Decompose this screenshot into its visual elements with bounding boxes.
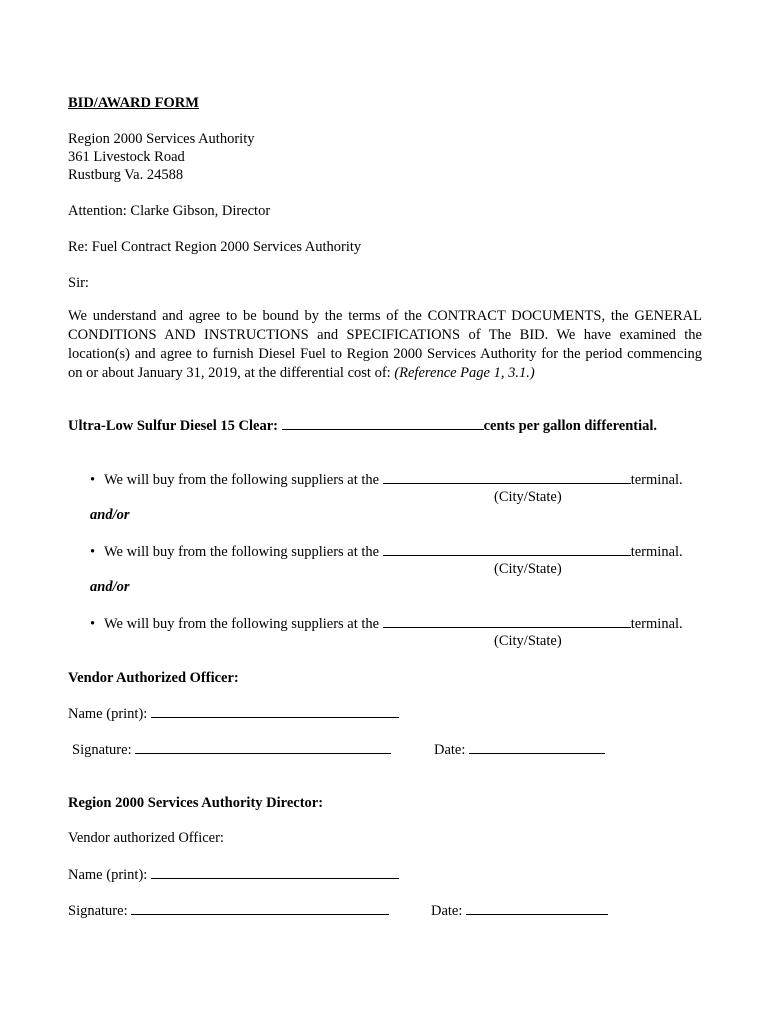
and-or-2: and/or — [90, 579, 130, 595]
bullet-text: We will buy from the following suppliers at the — [104, 616, 383, 632]
bullet-text: We will buy from the following suppliers at the — [104, 544, 383, 560]
city-state-label-3: (City/State) — [494, 633, 562, 649]
director-name-field[interactable] — [151, 865, 399, 879]
attention-line: Attention: Clarke Gibson, Director — [68, 203, 271, 219]
vendor-heading: Vendor Authorized Officer: — [68, 670, 239, 686]
fuel-differential-field[interactable] — [282, 416, 484, 430]
city-state-label-1: (City/State) — [494, 489, 562, 505]
vendor-signature-label: Signature: — [72, 742, 136, 758]
bullet-dot: • — [90, 616, 96, 632]
bullet-dot: • — [90, 544, 96, 560]
bullet-item-1 — [90, 470, 683, 489]
bullet-text: We will buy from the following suppliers at the — [104, 472, 383, 488]
director-name-row — [68, 865, 399, 884]
director-signature-field[interactable] — [131, 901, 389, 915]
director-subheading: Vendor authorized Officer: — [68, 830, 224, 846]
director-date-field[interactable] — [466, 901, 608, 915]
terminal-field-3[interactable] — [383, 614, 631, 628]
and-or-1: and/or — [90, 507, 130, 523]
director-date-label: Date: — [431, 903, 467, 919]
vendor-date-label: Date: — [434, 742, 470, 758]
page-title: BID/AWARD FORM — [68, 95, 199, 111]
terminal-field-1[interactable] — [383, 470, 631, 484]
vendor-name-label: Name (print): — [68, 706, 151, 722]
fuel-label: Ultra-Low Sulfur Diesel 15 Clear: — [68, 418, 282, 434]
director-heading: Region 2000 Services Authority Director: — [68, 795, 324, 811]
re-line: Re: Fuel Contract Region 2000 Services Authority — [68, 239, 362, 255]
body-text: We understand and agree to be bound by the terms of the CONTRACT DOCUMENTS, the GENERAL CONDITIONS AND INSTRUCTIONS and SPECIFICATIONS of The BID. We have examined the location(s) and agree to furnish Diesel Fuel to Region 2000 Services Authority for the period commencing on or about January 31, 2019, at the differential cost of: — [68, 308, 702, 381]
body-paragraph — [68, 307, 702, 383]
salutation: Sir: — [68, 275, 89, 291]
vendor-signature-field[interactable] — [135, 740, 391, 754]
fuel-suffix: cents per gallon differential. — [483, 418, 658, 434]
vendor-name-field[interactable] — [151, 704, 399, 718]
director-name-label: Name (print): — [68, 867, 151, 883]
bullet-end: terminal. — [630, 472, 683, 488]
director-date-row — [431, 901, 608, 920]
address-org: Region 2000 Services Authority — [68, 131, 255, 147]
bullet-end: terminal. — [630, 544, 683, 560]
director-signature-label: Signature: — [68, 903, 132, 919]
body-reference: (Reference Page 1, 3.1.) — [394, 365, 535, 381]
address-city: Rustburg Va. 24588 — [68, 167, 184, 183]
director-signature-row — [68, 901, 389, 920]
vendor-date-row — [434, 740, 605, 759]
bullet-dot: • — [90, 472, 96, 488]
city-state-label-2: (City/State) — [494, 561, 562, 577]
address-street: 361 Livestock Road — [68, 149, 185, 165]
vendor-date-field[interactable] — [469, 740, 605, 754]
vendor-name-row — [68, 704, 399, 723]
terminal-field-2[interactable] — [383, 542, 631, 556]
bullet-item-3 — [90, 614, 683, 633]
vendor-signature-row — [72, 740, 391, 759]
bullet-end: terminal. — [630, 616, 683, 632]
bullet-item-2 — [90, 542, 683, 561]
fuel-line — [68, 416, 657, 435]
